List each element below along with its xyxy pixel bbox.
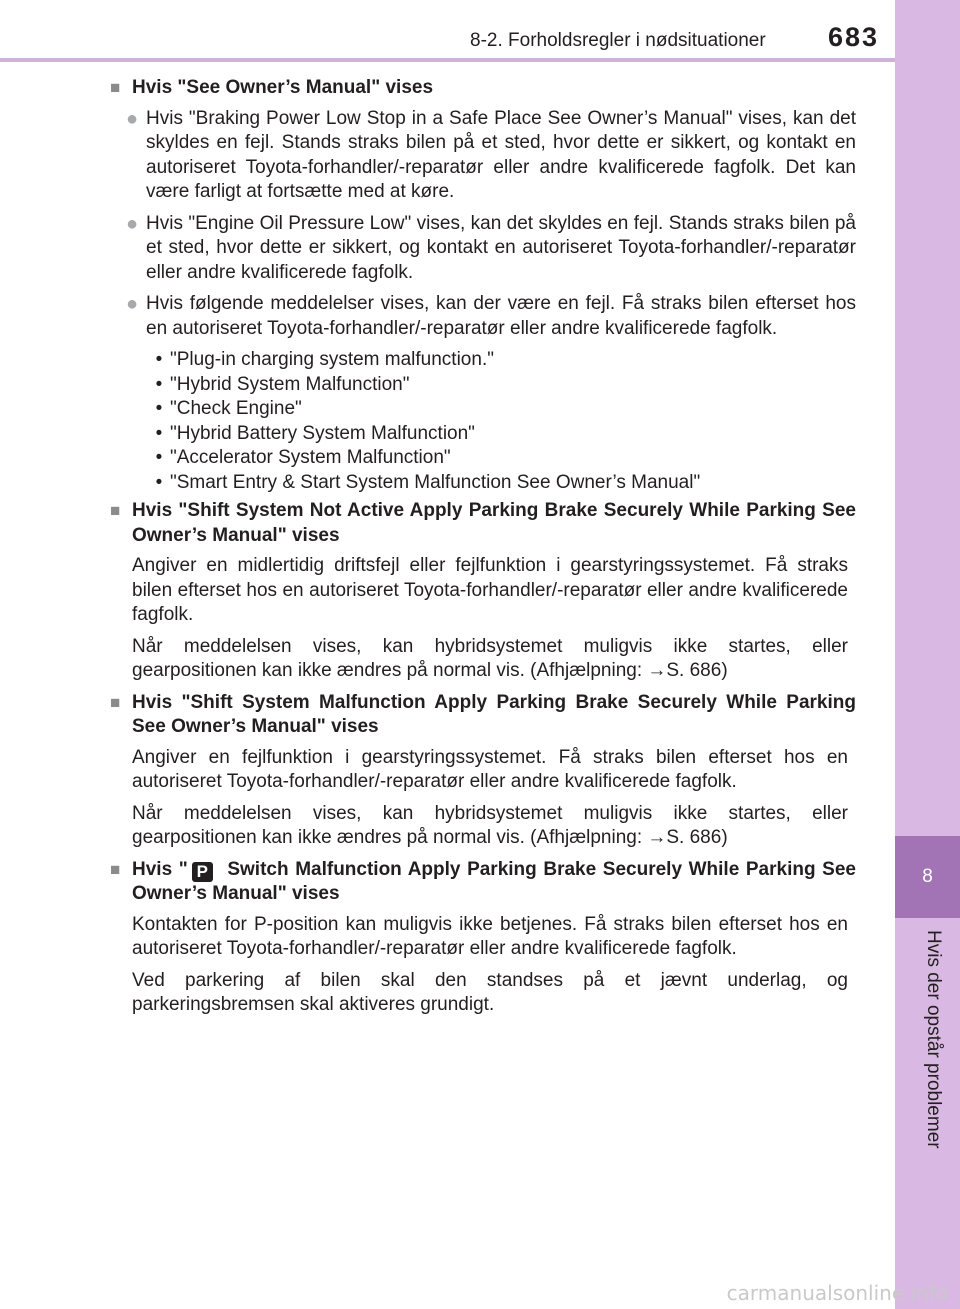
square-bullet-icon: ■ [110,501,121,520]
list-item: • "Plug-in charging system malfunction." [155,349,494,370]
paragraph: Angiver en fejlfunktion i gearstyringssystemet. Få straks bilen efterset hos en autoriseret Toyota-forhandler/-reparatør eller andre kvalificerede fagfolk. [132,746,848,792]
bullet-text: Hvis følgende meddelelser vises, kan der være en fejl. Få straks bilen efterset hos en autoriseret Toyota-forhandler/-reparatør eller andre kvalificerede fagfolk. [146,293,856,339]
paragraph: Når meddelelsen vises, kan hybridsystemet muligvis ikke startes, eller gearpositionen kan ikke ændres på normal vis. (Afhjælpning: →S. 686) [132,635,848,681]
circle-bullet-icon: ● [126,107,139,130]
square-bullet-icon: ■ [110,78,121,97]
paragraph: Ved parkering af bilen skal den standses på et jævnt underlag, og parkeringsbremsen skal aktiveres grundigt. [132,969,848,1015]
circle-bullet-icon: ● [126,212,139,235]
list-item: • "Smart Entry & Start System Malfunction See Owner’s Manual" [155,471,701,493]
bullet-text: Hvis "Braking Power Low Stop in a Safe Place See Owner’s Manual" vises, kan det skyldes en fejl. Stands straks bilen på et sted, hvor dette er sikkert, og kontakt en autoriseret Toyota-forhandler/-reparatør eller andre kvalificerede fagfolk. Det kan være farligt at fortsætte med at køre. [146,107,856,202]
page-content [110,72,856,1025]
bullet-item [126,292,856,341]
section-heading-text: Hvis "See Owner’s Manual" vises [132,77,434,98]
section-heading [110,499,856,548]
section-heading [110,691,856,740]
chapter-title-vertical: Hvis der opstår problemer [923,930,944,1149]
list-item: • "Accelerator System Malfunction" [155,447,451,468]
section-heading [110,858,856,907]
section-heading-text: Hvis "Shift System Malfunction Apply Parking Brake Securely While Parking See Owner’s Manual" vises [132,691,856,737]
list-item: • "Check Engine" [155,398,302,419]
chapter-number-box: 8 [895,836,960,918]
list-item: • "Hybrid Battery System Malfunction" [155,422,475,444]
section-heading [110,76,856,101]
list-item: • "Hybrid System Malfunction" [155,373,410,395]
circle-bullet-icon: ● [126,293,139,315]
message-list [148,348,856,495]
bullet-item [126,212,856,286]
bullet-text: Hvis "Engine Oil Pressure Low" vises, kan det skyldes en fejl. Stands straks bilen på et sted, hvor dette er sikkert, og kontakt en autoriseret Toyota-forhandler/-reparatør eller andre kvalificerede fagfolk. [146,212,856,283]
paragraph: Når meddelelsen vises, kan hybridsystemet muligvis ikke startes, eller gearpositionen kan ikke ændres på normal vis. (Afhjælpning: →S. 686) [132,802,848,848]
watermark: carmanualsonline.info [726,1281,948,1305]
header-rule [0,58,895,62]
paragraph: Angiver en midlertidig driftsfejl eller fejlfunktion i gearstyringssystemet. Få straks bilen efterset hos en autoriseret Toyota-forhandler/-reparatør eller andre kvalificerede fagfolk. [132,555,848,625]
running-header: 8-2. Forholdsregler i nødsituationer [470,30,766,51]
bullet-item [126,107,856,205]
section-heading-text: Hvis "Shift System Not Active Apply Parking Brake Securely While Parking See Owner’s Manual" vises [132,500,856,546]
square-bullet-icon: ■ [110,692,121,712]
section-heading-text: Hvis " P Switch Malfunction Apply Parking Brake Securely While Parking See Owner’s Manual" vises [132,858,856,904]
square-bullet-icon: ■ [110,859,121,879]
page-number: 683 [828,22,880,52]
p-position-switch-icon: P [192,862,213,882]
paragraph: Kontakten for P-position kan muligvis ikke betjenes. Få straks bilen efterset hos en autoriseret Toyota-forhandler/-reparatør eller andre kvalificerede fagfolk. [132,913,848,959]
